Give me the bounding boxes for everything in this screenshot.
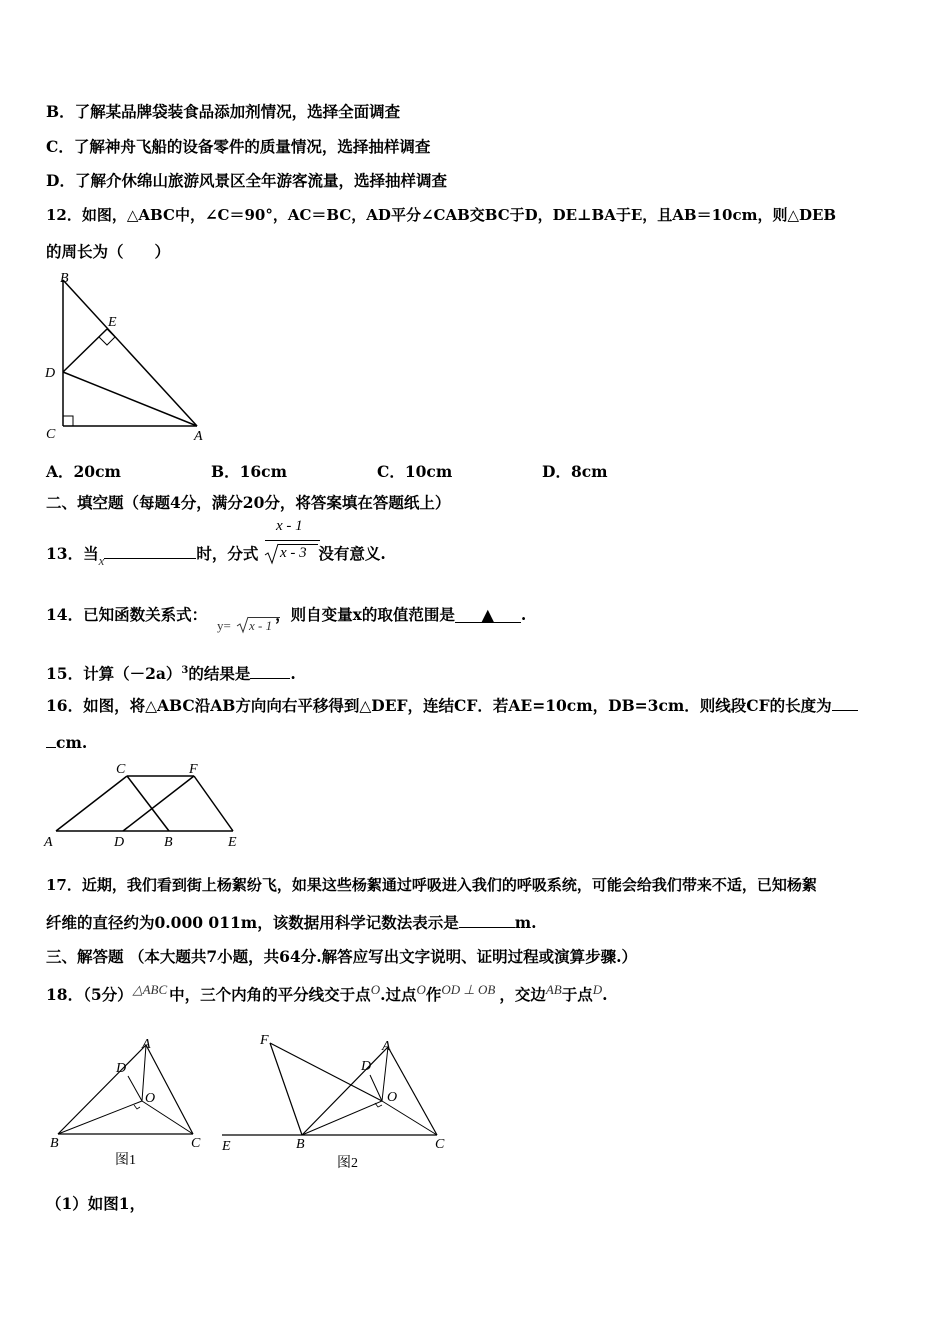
q18-point-o2: O	[416, 982, 426, 997]
q18-side-ab: AB	[545, 982, 562, 997]
q16-text: 16．如图，将△ABC沿AB方向向右平移得到△DEF，连结CF．若AE=10cm，DB=3cm．则线段CF的长度为	[46, 696, 832, 715]
fig2-caption: 图2	[337, 1156, 358, 1171]
q12-figure	[40, 268, 220, 448]
q14-formula-y: y=	[217, 618, 231, 633]
q18-point-d: D	[592, 982, 603, 997]
q12-label-d: D	[45, 366, 56, 381]
q18-text5: 于点	[561, 985, 593, 1004]
q18-subquestion-1: （1）如图1，	[46, 1194, 146, 1213]
q18-figure-2	[218, 1030, 458, 1172]
q18-triangle: △ABC	[132, 982, 168, 997]
q12-label-c: C	[46, 427, 56, 442]
q18-stem	[46, 982, 608, 1006]
q16-stem-line2	[46, 733, 87, 753]
q14-suffix: ，则自变量x的取值范围是	[275, 605, 455, 624]
fig2-label-d: D	[361, 1059, 372, 1074]
q12-stem-line1: 12．如图，△ABC中，∠C＝90°，AC＝BC，AD平分∠CAB交BC于D，DE⊥BA于E，且AB＝10cm，则△DEB	[46, 206, 837, 224]
q17-stem-line2	[46, 913, 537, 933]
q13-denominator: x - 3	[280, 545, 307, 561]
fig2-label-f: F	[260, 1033, 269, 1048]
fig2-label-b: B	[296, 1137, 305, 1152]
section-2-heading: 二、填空题（每题4分，满分20分，将答案填在答题纸上）	[46, 493, 451, 512]
fig1-label-b: B	[50, 1136, 59, 1151]
fig1-label-o: O	[145, 1091, 156, 1106]
q16-label-d: D	[114, 835, 125, 850]
q18-text4: ，交边	[499, 985, 546, 1004]
q17-unit: m.	[514, 913, 537, 932]
fig1-label-a: A	[142, 1037, 151, 1052]
q16-unit: cm.	[56, 733, 88, 752]
q13-var: x	[98, 553, 105, 568]
q14-prefix: 14．已知函数关系式：	[46, 605, 208, 624]
fig2-label-c: C	[435, 1137, 445, 1152]
fig1-label-c: C	[191, 1136, 201, 1151]
q18-perpendicular: OD ⊥ OB	[441, 982, 496, 997]
q18-end: .	[602, 985, 608, 1004]
q14-answer-blank	[455, 605, 521, 624]
q15-text: 15．计算（－2a）	[46, 664, 182, 684]
q17-stem-line1: 17．近期，我们看到街上杨絮纷飞，如果这些杨絮通过呼吸进入我们的呼吸系统，可能会给我们带来不适，已知杨絮	[46, 876, 817, 894]
q18-text2: .过点	[380, 985, 417, 1004]
q13-stem	[46, 544, 386, 568]
q15-suffix: 的结果是	[188, 664, 251, 684]
q14-marker: ▲	[481, 605, 494, 624]
q13-prefix: 13．当	[46, 544, 99, 563]
fig2-label-o: O	[387, 1090, 398, 1105]
q14-formula	[217, 614, 287, 636]
q14-formula-radicand: x - 1	[249, 618, 273, 633]
section-3-heading: 三、解答题 （本大题共7小题，共64分.解答应写出文字说明、证明过程或演算步骤.）	[46, 947, 638, 966]
q18-figure-1	[46, 1035, 216, 1170]
q12-label-b: B	[60, 271, 69, 286]
q15-exponent: 3	[181, 665, 189, 676]
q11-option-d: D．了解介休绵山旅游风景区全年游客流量，选择抽样调查	[46, 171, 447, 190]
q15-answer-blank	[250, 664, 290, 679]
q12-option-a: A．20cm	[46, 462, 121, 481]
q11-option-b: B．了解某品牌袋装食品添加剂情况，选择全面调查	[46, 102, 401, 121]
q16-figure	[40, 758, 250, 853]
q13-answer-blank	[104, 544, 196, 559]
q16-label-b: B	[164, 835, 173, 850]
q13-numerator: x - 1	[276, 518, 303, 534]
q15-stem	[46, 661, 296, 684]
q12-option-b: B．16cm	[211, 462, 288, 481]
q16-stem-line1	[46, 696, 858, 716]
q18-text3: 作	[425, 985, 442, 1004]
q16-answer-blank-part2	[46, 733, 56, 748]
q14-end: .	[520, 605, 527, 624]
fig2-label-a: A	[382, 1039, 391, 1054]
q12-label-a: A	[194, 429, 203, 444]
q18-prefix: 18．（5分）	[46, 985, 133, 1004]
fig1-label-d: D	[116, 1061, 127, 1076]
q12-label-e: E	[108, 315, 117, 330]
q13-suffix: 没有意义.	[318, 544, 386, 563]
q16-label-f: F	[189, 762, 198, 777]
q17-answer-blank	[459, 913, 515, 928]
q12-option-c: C．10cm	[377, 462, 453, 481]
q13-fraction	[262, 516, 320, 566]
q12-stem-line2: 的周长为（ ）	[46, 242, 171, 261]
q16-answer-blank-part1	[832, 696, 858, 711]
q13-mid: 时，分式	[196, 544, 259, 563]
q12-option-d: D．8cm	[542, 462, 608, 481]
fig2-label-e: E	[222, 1139, 231, 1154]
q18-point-o1: O	[370, 982, 381, 997]
q15-end: .	[290, 664, 296, 684]
q17-text: 纤维的直径约为0.000 011m，该数据用科学记数法表示是	[46, 913, 459, 932]
q18-text1: 中，三个内角的平分线交于点	[169, 985, 371, 1004]
q11-option-c: C．了解神舟飞船的设备零件的质量情况，选择抽样调查	[46, 137, 431, 156]
q16-label-e: E	[228, 835, 237, 850]
fig1-caption: 图1	[115, 1153, 136, 1168]
q16-label-c: C	[116, 762, 126, 777]
q16-label-a: A	[44, 835, 53, 850]
